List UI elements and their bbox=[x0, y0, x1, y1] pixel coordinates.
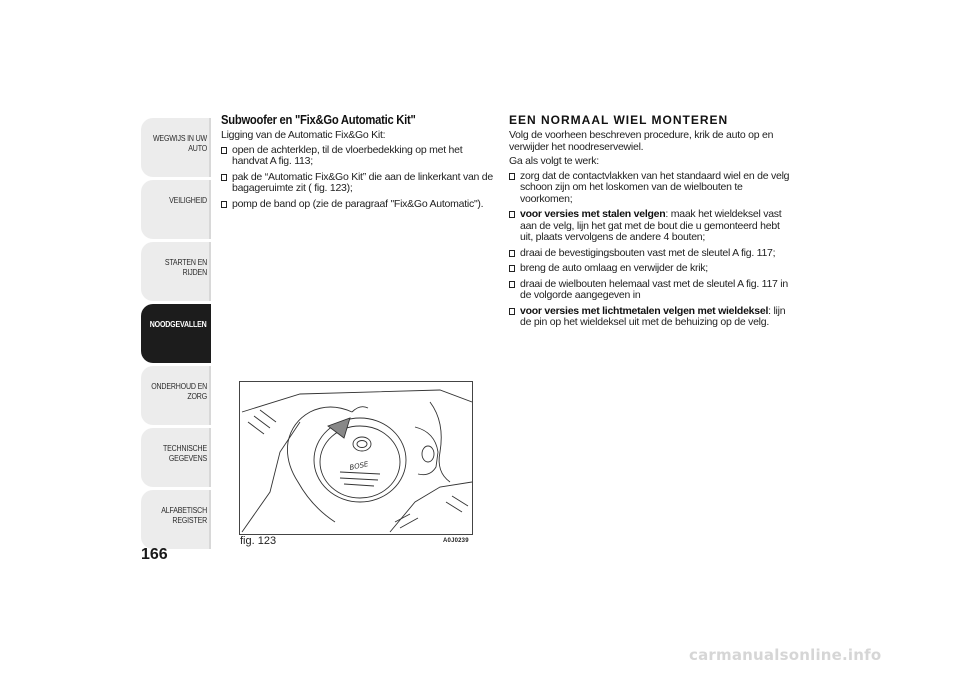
tab-wegwijs[interactable] bbox=[141, 118, 211, 177]
tab-label: WEGWIJS IN UW AUTO bbox=[152, 134, 207, 153]
watermark: carmanualsonline.info bbox=[689, 646, 882, 664]
tab-noodgevallen[interactable] bbox=[141, 304, 211, 363]
step-list bbox=[509, 171, 793, 329]
list-item: breng de auto omlaag en verwijder de krik; bbox=[509, 263, 793, 275]
tab-label: ALFABETISCH REGISTER bbox=[161, 506, 207, 525]
list-item: draai de wielbouten helemaal vast met de sleutel A fig. 117 in de volgorde aangegeven in bbox=[509, 279, 793, 302]
tab-label: NOODGEVALLEN bbox=[150, 320, 207, 329]
tab-technische[interactable] bbox=[141, 428, 211, 487]
checkbox-bullet-icon bbox=[221, 174, 227, 181]
checkbox-bullet-icon bbox=[509, 308, 515, 315]
list-item: voor versies met lichtmetalen velgen met wieldeksel: lijn de pin op het wieldeksel uit met de behuizing op de velg. bbox=[509, 306, 793, 329]
checkbox-bullet-icon bbox=[509, 173, 515, 180]
tab-label: STARTEN EN RIJDEN bbox=[164, 258, 207, 277]
checkbox-bullet-icon bbox=[509, 281, 515, 288]
right-column bbox=[509, 113, 793, 333]
list-item: draai de bevestigingsbouten vast met de sleutel A fig. 117; bbox=[509, 248, 793, 260]
intro-text: Ligging van de Automatic Fix&Go Kit: bbox=[221, 129, 386, 141]
tab-label: TECHNISCHE GEGEVENS bbox=[162, 444, 207, 463]
list-item: pak de “Automatic Fix&Go Kit” die aan de linkerkant van de bagageruimte zit ( fig. 123); bbox=[221, 172, 497, 195]
section-title: EEN NORMAAL WIEL MONTEREN bbox=[509, 113, 729, 127]
intro-text: Volg de voorheen beschreven procedure, krik de auto op en verwijder het noodreservewiel. bbox=[509, 129, 774, 153]
tab-register[interactable] bbox=[141, 490, 211, 549]
checkbox-bullet-icon bbox=[509, 265, 515, 272]
checkbox-bullet-icon bbox=[221, 147, 227, 154]
step-list bbox=[221, 145, 497, 211]
chapter-tabs bbox=[141, 118, 211, 552]
tab-veiligheid[interactable] bbox=[141, 180, 211, 239]
list-item: pomp de band op (zie de paragraaf "Fix&Go Automatic"). bbox=[221, 199, 497, 211]
tab-onderhoud[interactable] bbox=[141, 366, 211, 425]
tab-label: ONDERHOUD EN ZORG bbox=[151, 382, 207, 401]
page-number: 166 bbox=[141, 546, 168, 563]
intro-text: Ga als volgt te werk: bbox=[509, 155, 599, 167]
tab-label: VEILIGHEID bbox=[169, 196, 207, 205]
subwoofer-kit-drawing bbox=[240, 382, 472, 534]
figure-logo-text: BOSE bbox=[348, 460, 370, 472]
figure-illustration bbox=[239, 381, 473, 535]
figure-caption: fig. 123 bbox=[240, 535, 277, 547]
checkbox-bullet-icon bbox=[509, 250, 515, 257]
list-item: voor versies met stalen velgen: maak het wieldeksel vast aan de velg, lijn het gat met de bout die u gemonteerd hebt uit, plaats vervolgens de andere 4 bouten; bbox=[509, 209, 793, 244]
list-item: zorg dat de contactvlakken van het standaard wiel en de velg schoon zijn om het loskomen van de wielbouten te voorkomen; bbox=[509, 171, 793, 206]
section-title: Subwoofer en "Fix&Go Automatic Kit" bbox=[221, 113, 416, 127]
checkbox-bullet-icon bbox=[221, 201, 227, 208]
left-column bbox=[221, 113, 497, 214]
tab-starten[interactable] bbox=[141, 242, 211, 301]
list-item: open de achterklep, til de vloerbedekking op met het handvat A fig. 113; bbox=[221, 145, 497, 168]
figure-code: A0J0239 bbox=[443, 538, 469, 544]
checkbox-bullet-icon bbox=[509, 211, 515, 218]
